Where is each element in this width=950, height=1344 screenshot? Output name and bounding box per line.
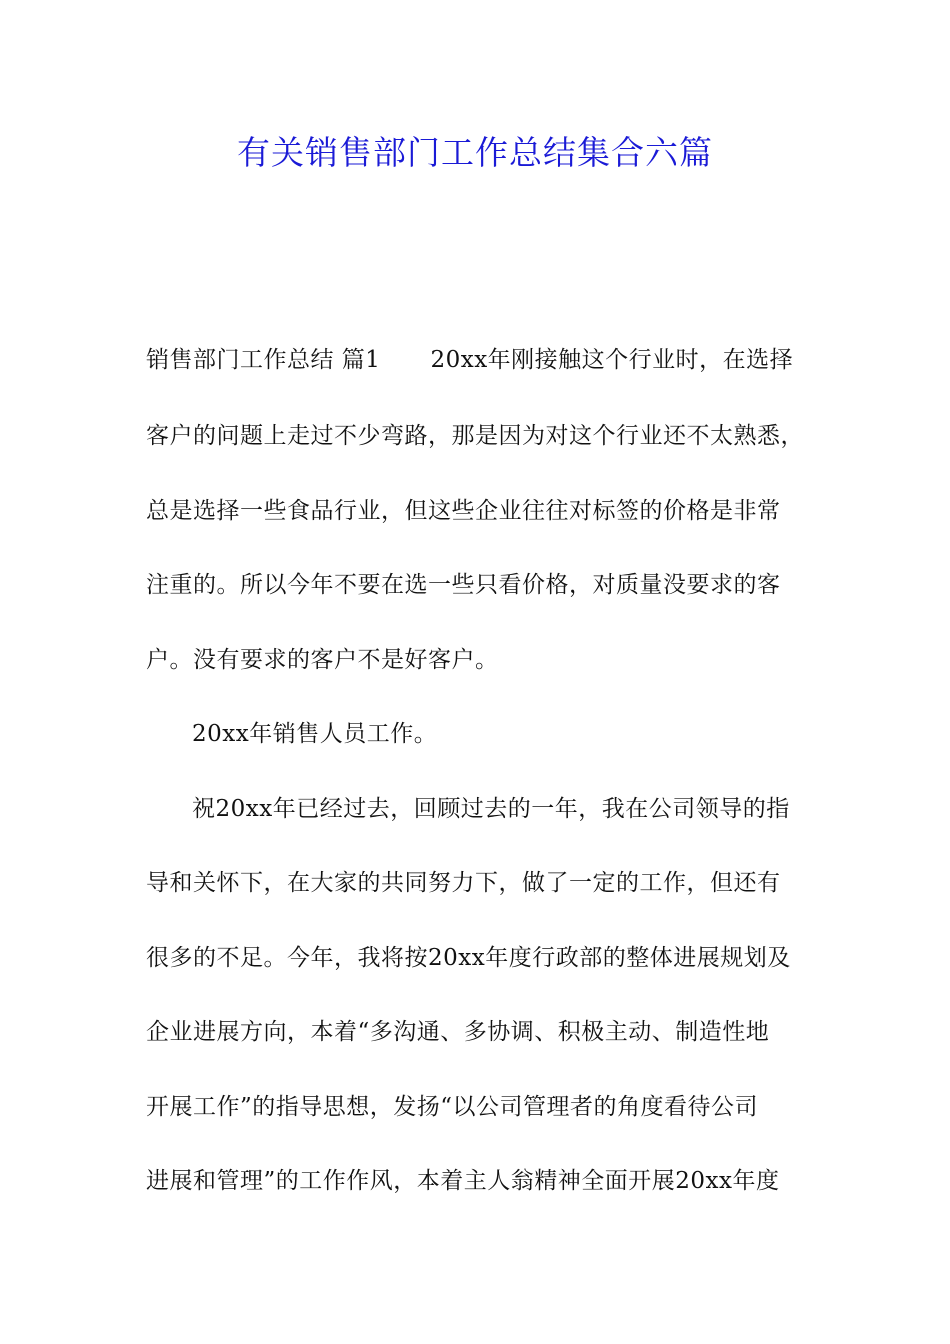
paragraph-text: 20xx年刚接触这个行业时，在选择 [430, 347, 794, 373]
paragraph-line-10: 企业进展方向，本着“多沟通、多协调、积极主动、制造性地 [146, 1019, 770, 1045]
paragraph-line-2: 客户的问题上走过不少弯路，那是因为对这个行业还不太熟悉， [146, 423, 804, 449]
paragraph-line-11: 开展工作”的指导思想，发扬“以公司管理者的角度看待公司 [146, 1094, 759, 1120]
paragraph-line-5: 户。没有要求的客户不是好客户。 [146, 647, 499, 673]
paragraph-line-7: 祝20xx年已经过去，回顾过去的一年，我在公司领导的指 [192, 796, 790, 822]
paragraph-line-6: 20xx年销售人员工作。 [192, 721, 438, 747]
paragraph-line-12: 进展和管理”的工作作风，本着主人翁精神全面开展20xx年度 [146, 1168, 780, 1194]
paragraph-line-3: 总是选择一些食品行业，但这些企业往往对标签的价格是非常 [146, 498, 781, 524]
paragraph-line-9: 很多的不足。今年，我将按20xx年度行政部的整体进展规划及 [146, 945, 791, 971]
document-title: 有关销售部门工作总结集合六篇 [237, 133, 713, 172]
paragraph-line-8: 导和关怀下，在大家的共同努力下，做了一定的工作，但还有 [146, 870, 781, 896]
paragraph-line-4: 注重的。所以今年不要在选一些只看价格，对质量没要求的客 [146, 572, 781, 598]
paragraph-line-1 [146, 340, 846, 380]
section-heading: 销售部门工作总结 篇1 [146, 347, 381, 373]
